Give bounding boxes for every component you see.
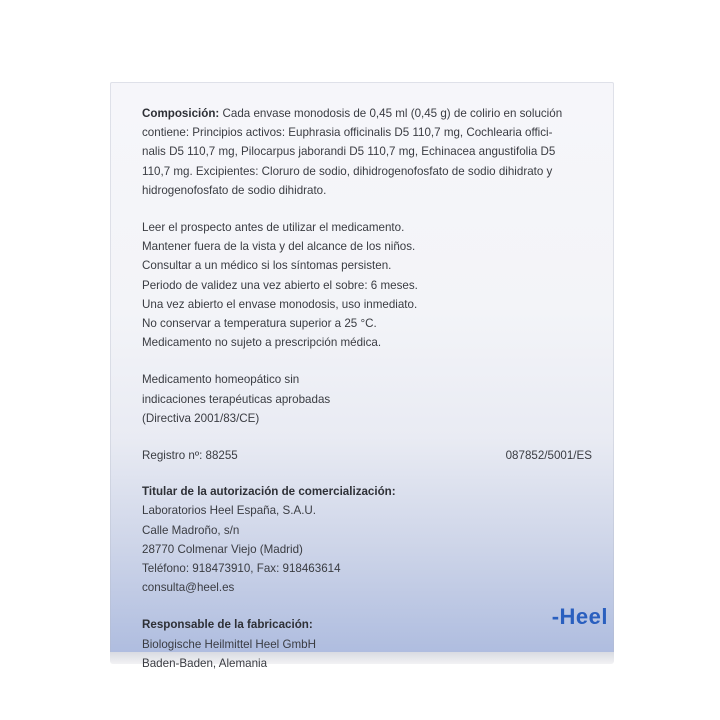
label-text <box>142 104 592 673</box>
warning-line: Periodo de validez una vez abierto el sobre: 6 meses. <box>142 278 418 292</box>
warning-line: Consultar a un médico si los síntomas persisten. <box>142 259 392 273</box>
manufacturer-section <box>142 615 592 673</box>
homeopathic-line: (Directiva 2001/83/CE) <box>142 411 260 425</box>
authorization-holder-heading: Titular de la autorización de comercialización: <box>142 485 396 499</box>
registration-number: Registro nº: 88255 <box>142 449 238 463</box>
warning-line: Mantener fuera de la vista y del alcance de los niños. <box>142 240 416 254</box>
homeopathic-section <box>142 370 592 428</box>
composition-line: Cada envase monodosis de 0,45 ml (0,45 g) de colirio en solución <box>219 107 563 120</box>
manufacturer-heading: Responsable de la fabricación: <box>142 618 313 632</box>
holder-line: Laboratorios Heel España, S.A.U. <box>142 504 317 518</box>
composition-line: 110,7 mg. Excipientes: Cloruro de sodio, dihidrogenofosfato de sodio dihidrato y <box>142 164 553 178</box>
warning-line: Una vez abierto el envase monodosis, uso inmediato. <box>142 297 418 311</box>
composition-heading: Composición: <box>142 107 220 120</box>
composition-line: nalis D5 110,7 mg, Pilocarpus jaborandi D5 110,7 mg, Echinacea angustifolia D5 <box>142 145 556 159</box>
homeopathic-line: Medicamento homeopático sin <box>142 373 300 387</box>
manufacturer-line: Biologische Heilmittel Heel GmbH <box>142 637 316 651</box>
composition-line: contiene: Principios activos: Euphrasia officinalis D5 110,7 mg, Cochlearia offici- <box>142 126 553 140</box>
holder-line: Calle Madroño, s/n <box>142 523 240 537</box>
holder-email: consulta@heel.es <box>142 581 235 595</box>
composition-line: hidrogenofosfato de sodio dihidrato. <box>142 183 327 197</box>
warnings-section <box>142 218 592 352</box>
product-code: 087852/5001/ES <box>505 449 592 463</box>
registration-row <box>142 446 592 465</box>
authorization-holder-section <box>142 482 592 597</box>
manufacturer-line: Baden-Baden, Alemania <box>142 656 268 670</box>
heel-logo: -Heel <box>551 604 608 629</box>
holder-line: 28770 Colmenar Viejo (Madrid) <box>142 542 303 556</box>
homeopathic-line: indicaciones terapéuticas aprobadas <box>142 392 331 406</box>
holder-line: Teléfono: 918473910, Fax: 918463614 <box>142 562 341 576</box>
warning-line: Leer el prospecto antes de utilizar el medicamento. <box>142 221 405 235</box>
warning-line: Medicamento no sujeto a prescripción médica. <box>142 336 382 350</box>
warning-line: No conservar a temperatura superior a 25 °C. <box>142 317 377 331</box>
composition-section <box>142 104 592 200</box>
